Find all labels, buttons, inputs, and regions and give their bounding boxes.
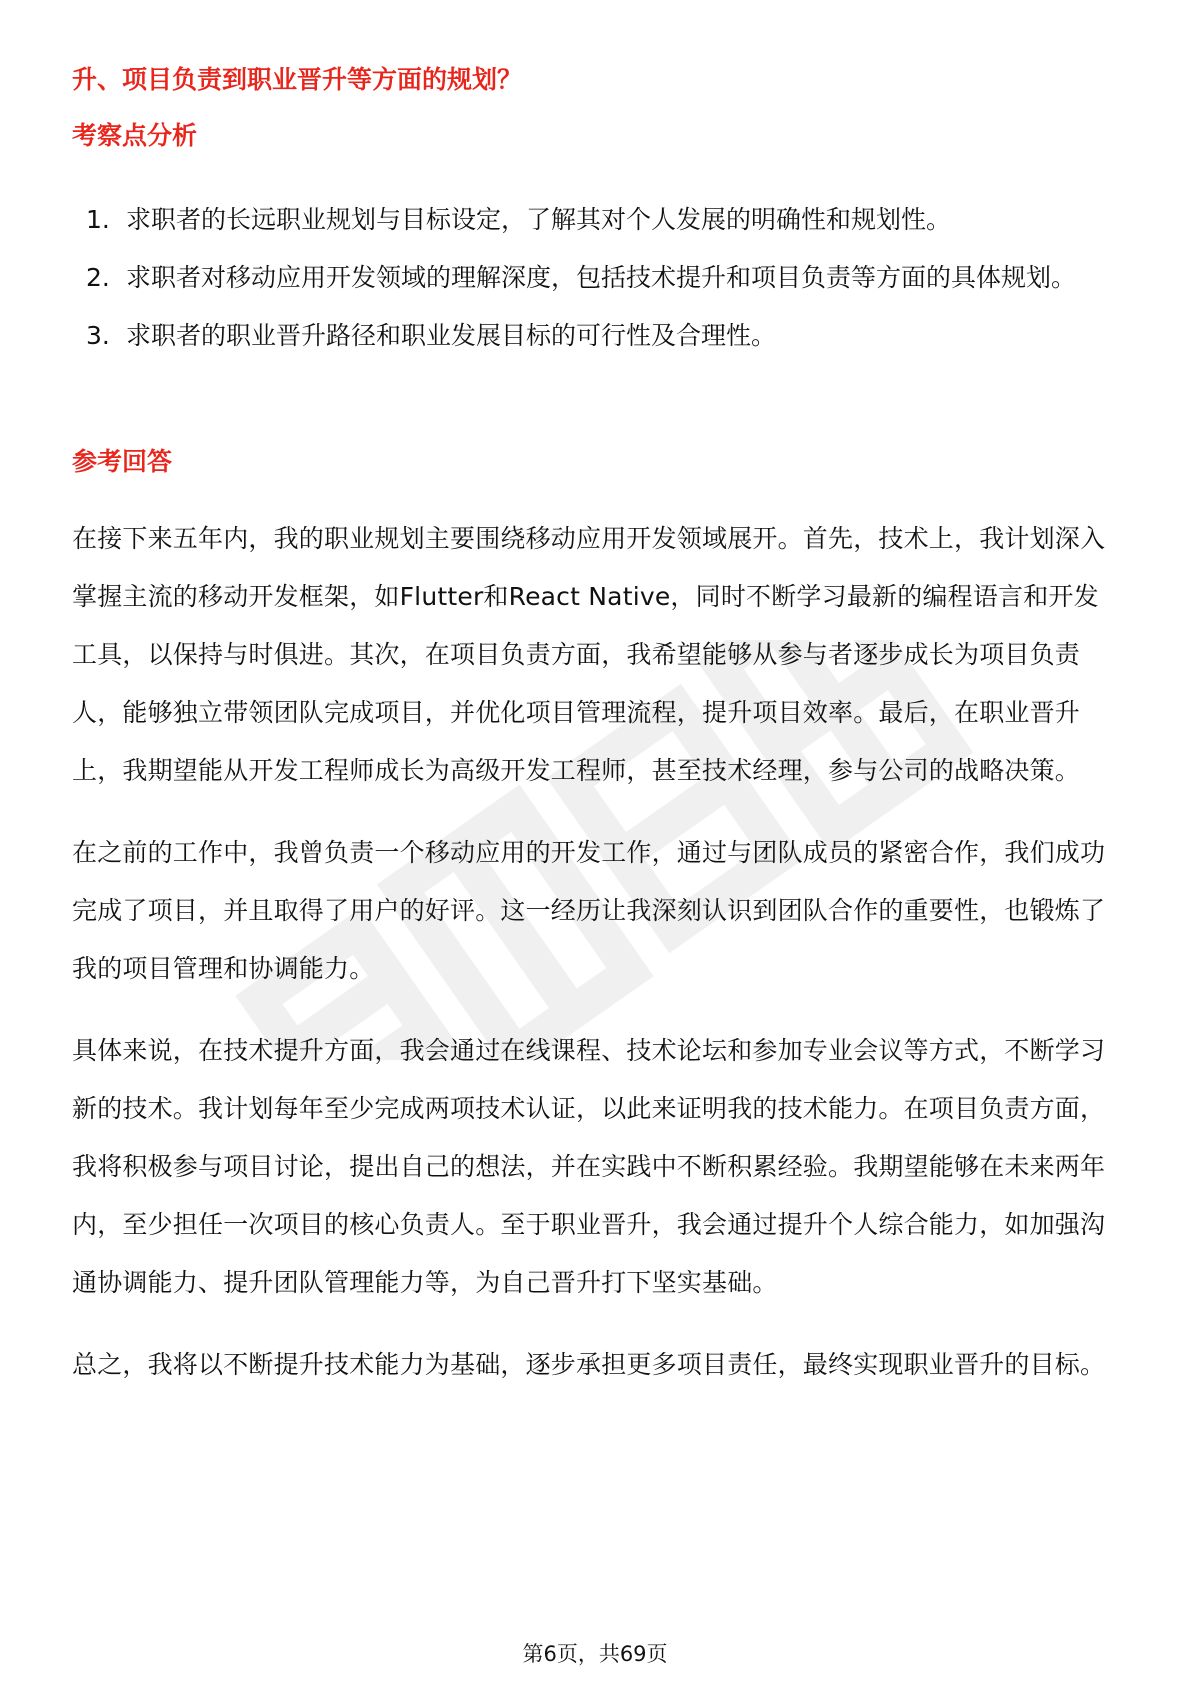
answer-paragraph: 在接下来五年内，我的职业规划主要围绕移动应用开发领域展开。首先，技术上，我计划深入掌握主流的移动开发框架，如Flutter和React Native，同时不断学习最新的编程语言和开发工具，以保持与时俱进。其次，在项目负责方面，我希望能够从参与者逐步成长为项目负责人，能够独立带领团队完成项目，并优化项目管理流程，提升项目效率。最后，在职业晋升上，我期望能从开发工程师成长为高级开发工程师，甚至技术经理，参与公司的战略决策。 (72, 524, 1106, 785)
point-text: 求职者的长远职业规划与目标设定，了解其对个人发展的明确性和规划性。 (126, 205, 952, 234)
analysis-point (72, 249, 1122, 307)
answer-paragraph: 具体来说，在技术提升方面，我会通过在线课程、技术论坛和参加专业会议等方式，不断学习新的技术。我计划每年至少完成两项技术认证，以此来证明我的技术能力。在项目负责方面，我将积极参与项目讨论，提出自己的想法，并在实践中不断积累经验。我期望能够在未来两年内，至少担任一次项目的核心负责人。至于职业晋升，我会通过提升个人综合能力，如加强沟通协调能力、提升团队管理能力等，为自己晋升打下坚实基础。 (72, 1036, 1106, 1297)
answer-heading: 参考回答 (72, 447, 173, 476)
point-number: 3. (86, 321, 110, 350)
point-text: 求职者对移动应用开发领域的理解深度，包括技术提升和项目负责等方面的具体规划。 (126, 263, 1077, 292)
page-number-footer: 第6页，共69页 (522, 1642, 668, 1666)
point-number: 1. (86, 205, 110, 234)
analysis-point (72, 191, 1122, 249)
point-text: 求职者的职业晋升路径和职业发展目标的可行性及合理性。 (126, 321, 777, 350)
answer-body (72, 510, 1122, 1418)
analysis-point (72, 307, 1122, 365)
question-text-continuation: 升、项目负责到职业晋升等方面的规划？ (72, 65, 523, 94)
point-number: 2. (86, 263, 110, 292)
answer-paragraph: 总之，我将以不断提升技术能力为基础，逐步承担更多项目责任，最终实现职业晋升的目标。 (72, 1350, 1106, 1379)
analysis-points-list (72, 191, 1122, 365)
analysis-heading: 考察点分析 (72, 121, 198, 150)
answer-paragraph: 在之前的工作中，我曾负责一个移动应用的开发工作，通过与团队成员的紧密合作，我们成功完成了项目，并且取得了用户的好评。这一经历让我深刻认识到团队合作的重要性，也锻炼了我的项目管理和协调能力。 (72, 838, 1106, 983)
